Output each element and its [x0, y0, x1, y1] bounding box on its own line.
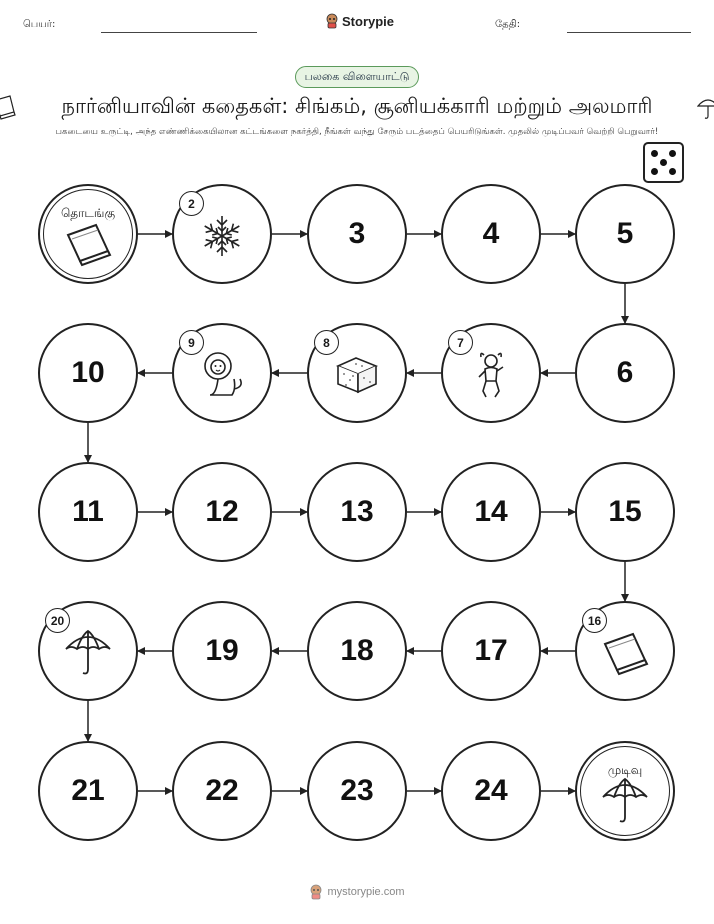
start-label: தொடங்கு: [60, 206, 116, 220]
board-space-23: [307, 741, 407, 841]
finish-label: முடிவு: [607, 763, 643, 777]
footer-url[interactable]: mystorypie.com: [327, 886, 405, 898]
space-number-tag: 9: [179, 330, 204, 355]
book-icon: [599, 630, 651, 680]
snowflake-icon: [199, 213, 245, 263]
space-number-tag: 2: [179, 191, 204, 216]
board-space-24: [441, 741, 541, 841]
board-space-17: [441, 601, 541, 701]
finish-space: [575, 741, 675, 841]
umbrella-icon: [599, 775, 651, 831]
board-space-7: [441, 323, 541, 423]
board-space-21: [38, 741, 138, 841]
space-number-tag: 7: [448, 330, 473, 355]
space-number: 24: [474, 774, 508, 807]
board-space-10: [38, 323, 138, 423]
space-number: 13: [340, 495, 374, 528]
space-number: 21: [71, 774, 105, 807]
space-number: 17: [474, 634, 508, 667]
umbrella-icon: [62, 627, 114, 683]
space-number: 3: [348, 217, 366, 250]
space-number: 23: [340, 774, 374, 807]
faun-icon: [474, 349, 508, 405]
board-space-3: [307, 184, 407, 284]
space-number: 14: [474, 495, 508, 528]
space-number: 10: [71, 356, 105, 389]
mascot-icon: [309, 884, 323, 900]
board-space-8: [307, 323, 407, 423]
board-space-14: [441, 462, 541, 562]
space-number-tag: 8: [314, 330, 339, 355]
board-space-9: [172, 323, 272, 423]
turkish-delight-icon: [332, 352, 382, 402]
name-label: பெயர்:: [23, 19, 56, 30]
space-number: 18: [340, 634, 374, 667]
board-space-19: [172, 601, 272, 701]
board-space-13: [307, 462, 407, 562]
board-space-4: [441, 184, 541, 284]
space-number-tag: 16: [582, 608, 607, 633]
board-space-15: [575, 462, 675, 562]
space-number: 6: [616, 356, 634, 389]
space-number: 22: [205, 774, 239, 807]
space-number: 5: [616, 217, 634, 250]
space-number-tag: 20: [45, 608, 70, 633]
board-space-11: [38, 462, 138, 562]
space-number: 11: [72, 495, 104, 528]
board-space-20: [38, 601, 138, 701]
board-space-16: [575, 601, 675, 701]
instructions: பகடையை உருட்டி, அந்த எண்ணிக்கையிலான கட்டங்களை நகர்த்தி, நீங்கள் வந்து சேரும் படத்தைப் பெயரிடுங்கள். முதலில் முடிப்பவர் வெற்றி பெறுவார்!: [55, 127, 659, 137]
book-icon: [62, 221, 114, 271]
start-space: [38, 184, 138, 284]
board-space-18: [307, 601, 407, 701]
lion-icon: [196, 349, 248, 405]
board-space-5: [575, 184, 675, 284]
date-label: தேதி:: [495, 19, 521, 30]
board-space-12: [172, 462, 272, 562]
board-space-22: [172, 741, 272, 841]
page-title: நார்னியாவின் கதைகள்: சிங்கம், சூனியக்காரி மற்றும் அலமாரி: [61, 94, 653, 118]
board-space-2: [172, 184, 272, 284]
space-number: 15: [608, 495, 642, 528]
footer: [0, 884, 714, 900]
space-number: 19: [205, 634, 239, 667]
board-space-6: [575, 323, 675, 423]
space-number: 12: [205, 495, 239, 528]
board-game-badge: பலகை விளையாட்டு: [295, 66, 419, 88]
brand-name: Storypie: [342, 13, 395, 29]
space-number: 4: [482, 217, 500, 250]
